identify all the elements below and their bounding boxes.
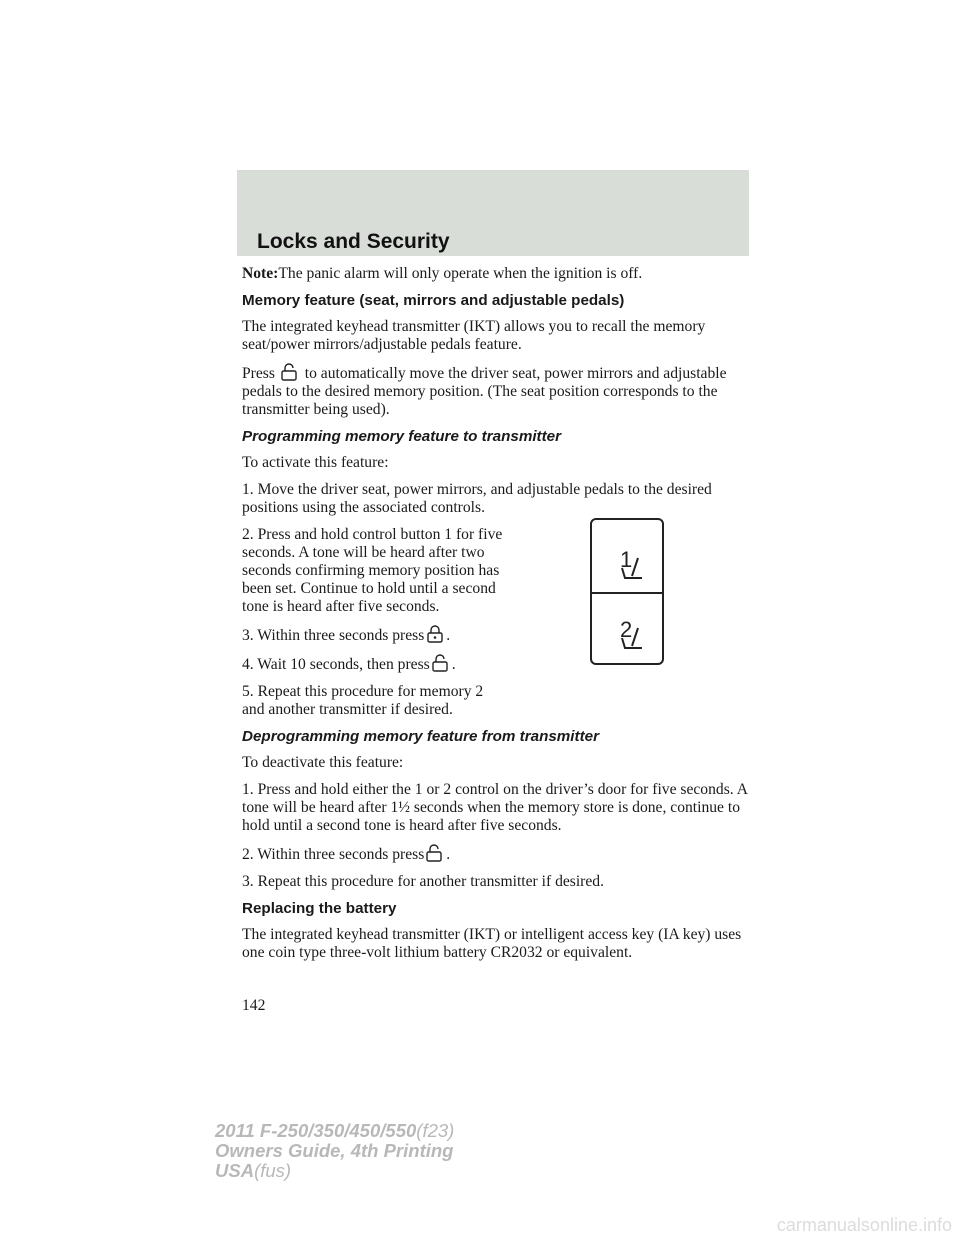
deprogramming-step-2: [242, 844, 752, 864]
memory-intro: The integrated keyhead transmitter (IKT) allows you to recall the memory seat/power mirrors/adjustable pedals feature.: [242, 318, 706, 353]
memory-heading: Memory feature (seat, mirrors and adjustable pedals): [242, 292, 625, 309]
programming-step-5: 5. Repeat this procedure for memory 2 and another transmitter if desired.: [242, 683, 484, 718]
programming-step-4-suffix: .: [451, 656, 456, 673]
seat-2-back-icon: [632, 628, 638, 646]
programming-intro: To activate this feature:: [242, 454, 389, 471]
battery-text: The integrated keyhead transmitter (IKT) or intelligent access key (IA key) uses one coin type three-volt lithium battery CR2032 or equivalent.: [242, 926, 742, 961]
footer-model: 2011 F-250/350/450/550: [215, 1120, 417, 1141]
memory-press-prefix: Press: [242, 365, 275, 382]
memory-press-suffix: to automatically move the driver seat, power mirrors and adjustable pedals to the desired memory position. (The seat position corresponds to the transmitter being used).: [242, 365, 727, 418]
section-title: Locks and Security: [257, 230, 450, 253]
programming-step-3-suffix: .: [446, 627, 451, 644]
programming-step-3: [242, 625, 752, 645]
memory-seat-buttons-illustration: [592, 520, 666, 667]
deprogramming-step-2-suffix: .: [446, 846, 451, 863]
unlock-icon: [430, 654, 452, 672]
section-header-band: [237, 170, 749, 256]
programming-heading: Programming memory feature to transmitter: [242, 428, 562, 445]
watermark: carmanualsonline.info: [776, 1215, 952, 1235]
note-paragraph: [242, 265, 752, 283]
deprogramming-step-1: 1. Press and hold either the 1 or 2 control on the driver’s door for five seconds. A tone will be heard after 1½ seconds when the memory store is done, continue to hold until a second tone is heard after five seconds.: [242, 781, 748, 834]
note-label: Note:: [242, 265, 279, 282]
programming-step-4-text: 4. Wait 10 seconds, then press: [242, 656, 430, 673]
memory-seat-control-panel: [590, 518, 664, 665]
page-number: 142: [242, 997, 266, 1014]
footer-region: USA: [215, 1160, 255, 1181]
footer-line-2: Owners Guide, 4th Printing: [215, 1140, 454, 1161]
note-text: The panic alarm will only operate when the ignition is off.: [278, 265, 643, 282]
page-content: [242, 265, 752, 971]
footer-line-1: [215, 1121, 454, 1141]
battery-heading: Replacing the battery: [242, 900, 397, 917]
memory-button-1-label: 1: [620, 547, 633, 572]
programming-step-2: 2. Press and hold control button 1 for five seconds. A tone will be heard after two seconds confirming memory position has been set. Continue to hold until a second tone is heard after five seconds.: [242, 526, 503, 615]
deprogramming-intro: To deactivate this feature:: [242, 754, 404, 771]
deprogramming-heading: Deprogramming memory feature from transmitter: [242, 728, 599, 745]
footer-region-code: (fus): [254, 1160, 292, 1181]
lock-icon: [424, 625, 446, 643]
deprogramming-step-2-text: 2. Within three seconds press: [242, 846, 425, 863]
unlock-icon: [424, 844, 446, 862]
memory-press-paragraph: [242, 363, 752, 419]
unlock-icon: [279, 363, 301, 381]
programming-step-1: 1. Move the driver seat, power mirrors, and adjustable pedals to the desired positions using the associated controls.: [242, 481, 712, 516]
document-footer: [215, 1121, 454, 1181]
programming-step-3-text: 3. Within three seconds press: [242, 627, 425, 644]
programming-step-4: [242, 654, 752, 674]
footer-line-3: [215, 1161, 454, 1181]
footer-code: (f23): [416, 1120, 455, 1141]
seat-1-back-icon: [632, 558, 638, 576]
memory-button-2-label: 2: [620, 617, 633, 642]
deprogramming-step-3: 3. Repeat this procedure for another transmitter if desired.: [242, 873, 604, 890]
